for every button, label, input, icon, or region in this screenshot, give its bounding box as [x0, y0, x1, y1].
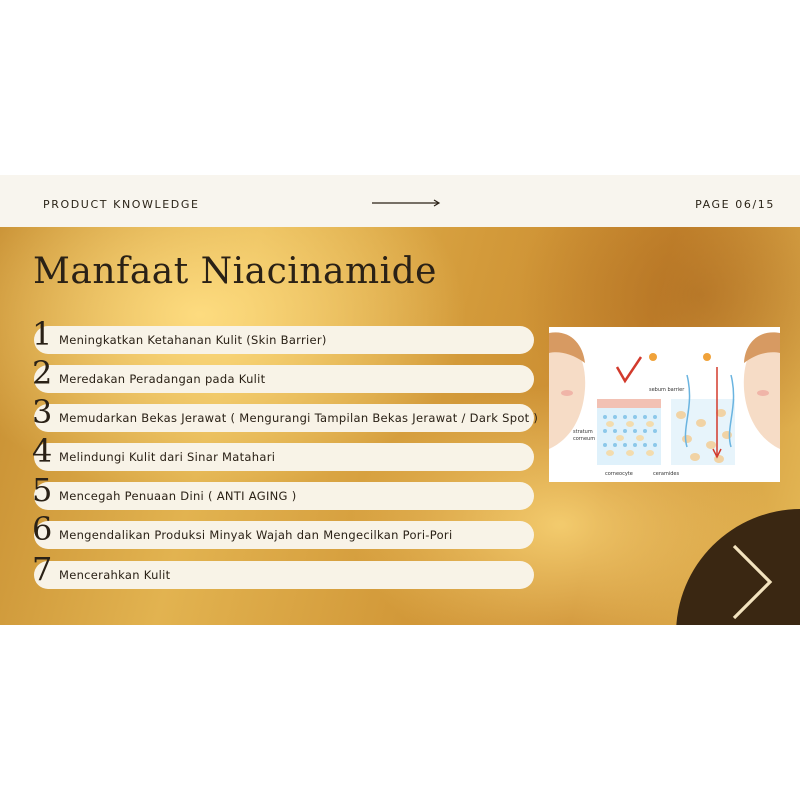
page-title: Manfaat Niacinamide	[33, 251, 437, 292]
header-bar	[0, 175, 800, 227]
benefit-text: Memudarkan Bekas Jerawat ( Mengurangi Tampilan Bekas Jerawat / Dark Spot )	[59, 411, 539, 425]
benefit-item-6	[32, 510, 534, 549]
chevron-right-icon[interactable]	[730, 544, 774, 620]
label-stratum: stratum	[573, 429, 593, 435]
benefit-number: 3	[32, 393, 53, 431]
benefit-number: 4	[32, 432, 53, 470]
benefit-item-4	[32, 432, 534, 471]
benefit-item-5	[32, 471, 534, 510]
section-label: PRODUCT KNOWLEDGE	[43, 198, 200, 211]
benefit-text: Mengendalikan Produksi Minyak Wajah dan Mengecilkan Pori-Pori	[59, 528, 453, 542]
benefit-number: 6	[32, 510, 53, 548]
benefit-item-7	[32, 550, 534, 589]
benefit-text: Mencegah Penuaan Dini ( ANTI AGING )	[59, 489, 297, 503]
benefit-text: Melindungi Kulit dari Sinar Matahari	[59, 450, 276, 464]
benefit-item-2	[32, 354, 534, 393]
skin-barrier-illustration	[549, 327, 780, 482]
skin-barrier-diagram	[549, 327, 780, 482]
benefit-item-3	[32, 393, 539, 432]
label-sebum-barrier: sebum barrier	[649, 387, 685, 393]
benefit-number: 1	[32, 315, 53, 353]
arrow-right-icon	[372, 199, 442, 207]
page-indicator: PAGE 06/15	[695, 198, 775, 211]
benefit-number: 5	[32, 471, 53, 509]
label-ceramides: ceramides	[653, 471, 680, 477]
benefit-text: Mencerahkan Kulit	[59, 568, 171, 582]
benefit-number: 7	[32, 550, 53, 588]
label-corneocyte: corneocyte	[605, 471, 633, 477]
label-corneum: corneum	[573, 436, 596, 442]
benefit-number: 2	[32, 354, 53, 392]
slide	[0, 175, 800, 625]
benefit-text: Meredakan Peradangan pada Kulit	[59, 372, 266, 386]
benefit-text: Meningkatkan Ketahanan Kulit (Skin Barrier)	[59, 333, 327, 347]
benefit-item-1	[32, 315, 534, 354]
